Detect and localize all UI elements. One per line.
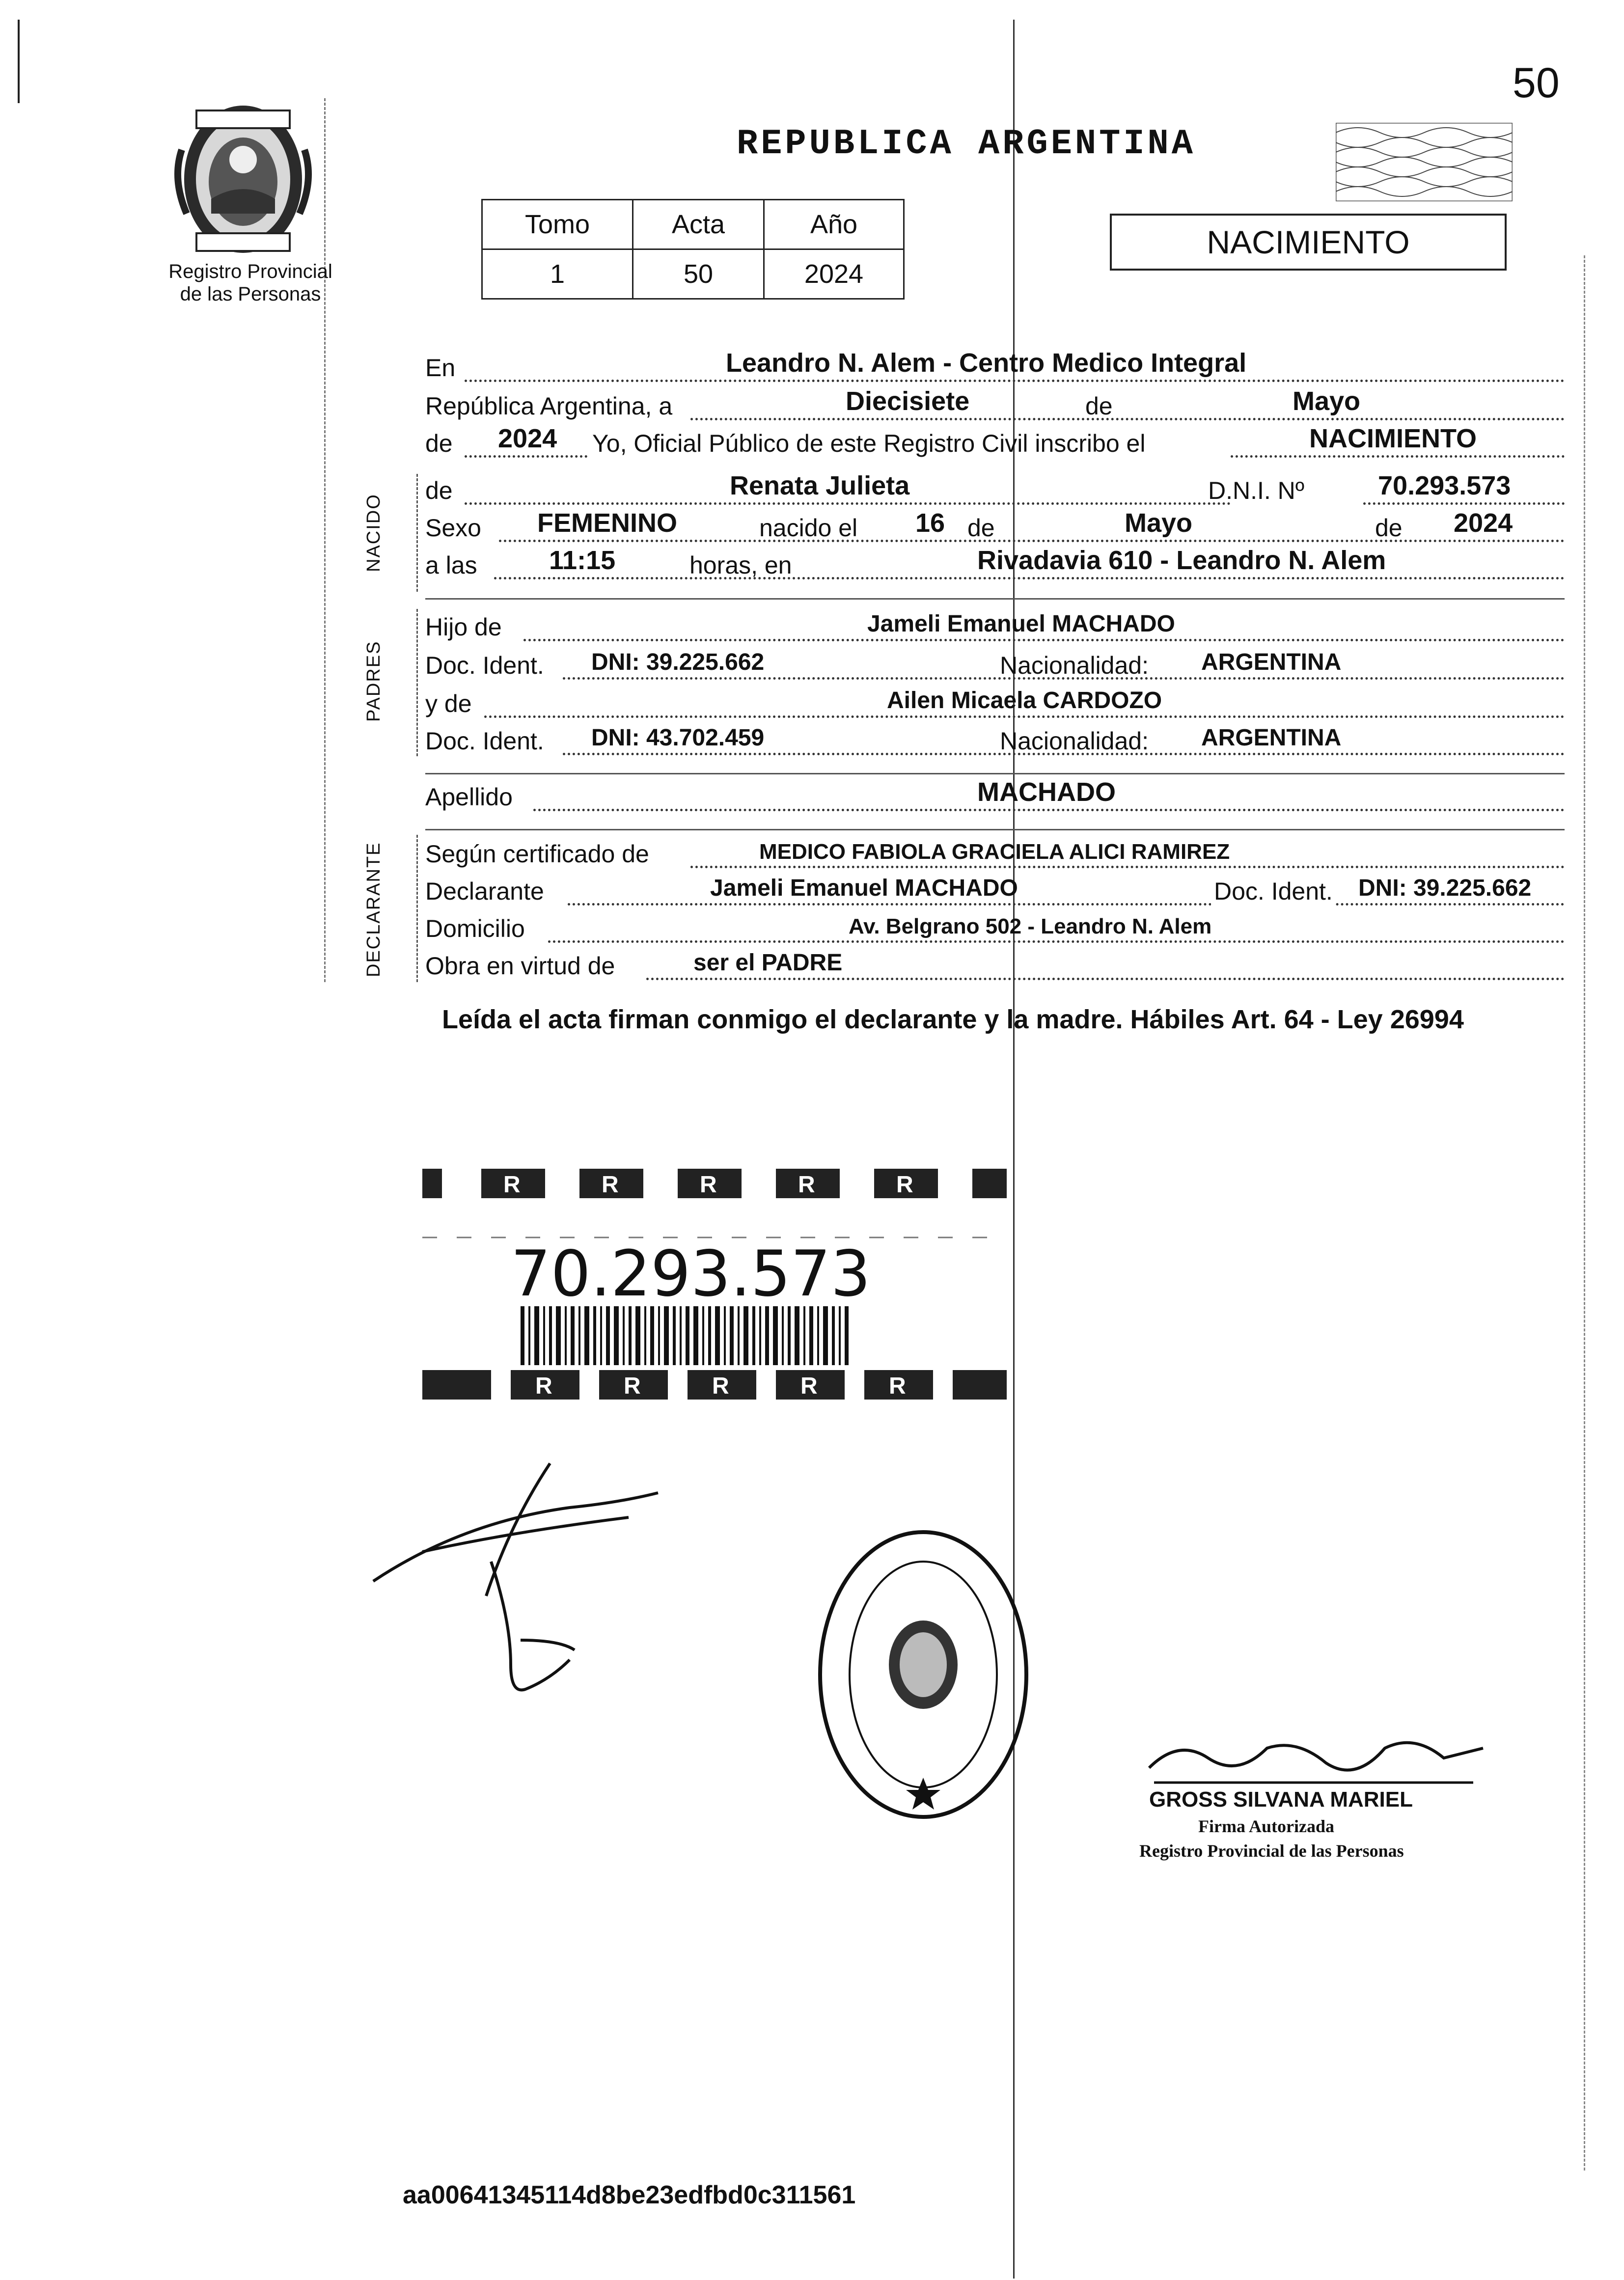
row-date — [425, 387, 1565, 425]
value-dni: 70.293.573 — [1378, 471, 1511, 500]
label-decl-doc: Doc. Ident. — [1211, 877, 1336, 906]
svg-text:R: R — [889, 1373, 906, 1399]
value-birth-place: Rivadavia 610 - Leandro N. Alem — [977, 546, 1386, 575]
row-father-doc — [425, 646, 1565, 685]
label-yde: y de — [425, 690, 472, 717]
registry-caption-line1: Registro Provincial — [168, 261, 332, 282]
svg-text:R: R — [712, 1373, 729, 1399]
label-de: de — [1085, 392, 1113, 420]
right-edge-line — [1584, 255, 1585, 2170]
label-hora: a las — [425, 551, 477, 579]
row-declarant — [425, 872, 1565, 910]
value-year: 2024 — [498, 424, 557, 453]
section-label-nacido: NACIDO — [363, 494, 384, 572]
value-virtue: ser el PADRE — [693, 950, 843, 976]
value-birth-month: Mayo — [1125, 508, 1193, 538]
value-declarant: Jameli Emanuel MACHADO — [710, 875, 1018, 901]
label-certificado: Según certificado de — [425, 840, 649, 868]
misiones-coat-of-arms-logo — [162, 101, 324, 258]
declarant-signature-icon — [363, 1434, 697, 1709]
label-nacido: nacido el — [759, 514, 858, 542]
svg-text:R: R — [700, 1172, 717, 1198]
value-father-name: Jameli Emanuel MACHADO — [867, 611, 1175, 637]
row-time-place — [425, 546, 1565, 584]
svg-text:R: R — [503, 1172, 521, 1198]
authorized-signature-block — [1139, 1729, 1493, 1895]
svg-text:R: R — [800, 1373, 818, 1399]
volume-act-year-table — [481, 199, 905, 300]
label-birth-de2: de — [1375, 514, 1403, 542]
row-virtue — [425, 947, 1565, 985]
row-sex-birthdate — [425, 509, 1565, 547]
label-doc: Doc. Ident. — [425, 652, 544, 679]
value-declarant-doc: DNI: 39.225.662 — [1358, 875, 1532, 901]
authorized-role: Firma Autorizada — [1198, 1816, 1334, 1836]
closing-statement: Leída el acta firman conmigo el declarante y la madre. Hábiles Art. 64 - Ley 26994 — [442, 1005, 1464, 1034]
value-father-nationality: ARGENTINA — [1201, 649, 1342, 675]
value-mother-name: Ailen Micaela CARDOZO — [887, 687, 1162, 714]
value-hora: 11:15 — [549, 546, 616, 575]
row-address — [425, 909, 1565, 948]
table-cell: 2024 — [764, 249, 904, 299]
value-address: Av. Belgrano 502 - Leandro N. Alem — [849, 914, 1212, 938]
svg-text:R: R — [624, 1373, 641, 1399]
value-certificate: MEDICO FABIOLA GRACIELA ALICI RAMIREZ — [759, 840, 1230, 864]
stamp-number: 70.293.573 — [511, 1237, 871, 1311]
document-hash: aa00641345114d8be23edfbd0c311561 — [403, 2181, 856, 2209]
row-registry — [425, 424, 1565, 463]
value-father-doc: DNI: 39.225.662 — [591, 649, 765, 675]
section-label-declarante: DECLARANTE — [363, 842, 384, 977]
svg-text:R: R — [798, 1172, 815, 1198]
security-guilloche-icon — [1336, 123, 1513, 201]
document-title: REPUBLICA ARGENTINA — [737, 124, 1196, 164]
label-nacionalidad: Nacionalidad: — [1000, 727, 1149, 755]
margin-mark — [18, 20, 20, 103]
official-seal-icon — [810, 1522, 1036, 1827]
label-doc: Doc. Ident. — [425, 727, 544, 755]
table-cell: 50 — [633, 249, 764, 299]
label-name-de: de — [425, 477, 453, 504]
table-header: Año — [764, 200, 904, 249]
svg-text:R: R — [535, 1373, 552, 1399]
registry-caption-line2: de las Personas — [180, 283, 321, 305]
value-birth-day: 16 — [915, 508, 945, 538]
row-certificate — [425, 835, 1565, 873]
row-father — [425, 608, 1565, 646]
value-mother-nationality: ARGENTINA — [1201, 725, 1342, 751]
section-label-padres: PADRES — [363, 640, 384, 722]
registration-stamp — [422, 1154, 1012, 1409]
row-place — [425, 349, 1565, 387]
table-header: Acta — [633, 200, 764, 249]
label-birth-de1: de — [967, 514, 995, 542]
label-apellido: Apellido — [425, 783, 513, 811]
authorized-signature-icon — [1139, 1729, 1493, 1797]
label-hijo: Hijo de — [425, 613, 502, 641]
label-sexo: Sexo — [425, 514, 481, 542]
registry-text: Yo, Oficial Público de este Registro Civil inscribo el — [592, 430, 1146, 457]
row-mother-doc — [425, 722, 1565, 760]
value-mother-doc: DNI: 43.702.459 — [591, 725, 765, 751]
label-nacionalidad: Nacionalidad: — [1000, 652, 1149, 679]
value-place: Leandro N. Alem - Centro Medico Integral — [726, 348, 1247, 378]
value-month: Mayo — [1293, 386, 1361, 416]
label-dni: D.N.I. Nº — [1208, 477, 1305, 504]
label-year-de: de — [425, 430, 453, 457]
left-dashed-line — [324, 98, 326, 982]
value-name: Renata Julieta — [730, 471, 910, 500]
label-republica: República Argentina, a — [425, 392, 673, 420]
value-inscribe: NACIMIENTO — [1309, 424, 1477, 453]
label-declarante: Declarante — [425, 878, 544, 905]
registry-caption — [147, 260, 354, 305]
page-number: 50 — [1513, 59, 1560, 107]
authorized-name: GROSS SILVANA MARIEL — [1149, 1787, 1413, 1812]
table-cell: 1 — [482, 249, 633, 299]
label-obra: Obra en virtud de — [425, 952, 615, 980]
act-type-box: NACIMIENTO — [1110, 214, 1507, 271]
value-surname: MACHADO — [977, 777, 1116, 807]
row-surname — [425, 778, 1565, 816]
svg-text:R: R — [602, 1172, 619, 1198]
label-en: En — [425, 354, 456, 382]
value-birth-year: 2024 — [1454, 508, 1513, 538]
label-domicilio: Domicilio — [425, 915, 525, 942]
svg-text:R: R — [896, 1172, 913, 1198]
row-mother — [425, 685, 1565, 723]
authorized-registry: Registro Provincial de las Personas — [1139, 1841, 1404, 1861]
row-name — [425, 471, 1565, 510]
table-header: Tomo — [482, 200, 633, 249]
label-horas: horas, en — [689, 551, 792, 579]
value-sexo: FEMENINO — [537, 508, 678, 538]
value-day: Diecisiete — [846, 386, 970, 416]
